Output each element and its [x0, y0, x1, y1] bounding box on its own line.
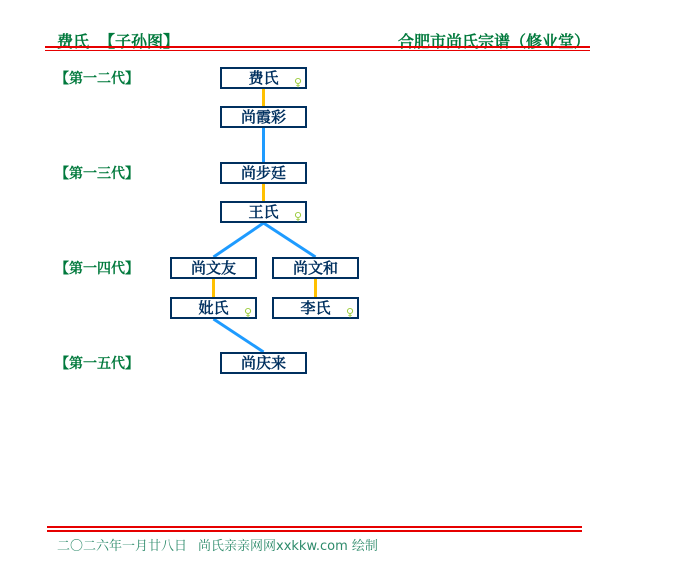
register-title: 合肥市尚氏宗谱（修业堂）	[397, 32, 590, 51]
person-box[interactable]	[220, 67, 307, 89]
footer-credit: 尚氏亲亲网网xxkkw.com 绘制	[198, 539, 378, 554]
person-name: 尚庆来	[240, 353, 286, 372]
person-box[interactable]	[170, 297, 257, 319]
generation-label-12: 【第一二代】	[55, 71, 139, 87]
person-box[interactable]	[272, 297, 359, 319]
person-box[interactable]	[272, 257, 359, 279]
person-box[interactable]	[170, 257, 257, 279]
header-divider-rule	[45, 46, 590, 51]
female-icon: ♀	[243, 306, 252, 319]
person-name: 王氏	[248, 202, 279, 221]
footer-date: 二〇二六年一月廿八日	[57, 539, 188, 554]
person-name: 妣氏	[198, 298, 229, 317]
person-name: 尚文友	[190, 258, 236, 277]
person-name: 费氏	[248, 68, 279, 87]
person-name: 尚霞彩	[240, 107, 286, 126]
generation-label-14: 【第一四代】	[55, 261, 139, 277]
person-box[interactable]	[220, 352, 307, 374]
female-icon: ♀	[293, 76, 302, 89]
person-box[interactable]	[220, 201, 307, 223]
footer-divider-rule	[47, 526, 582, 532]
person-name: 李氏	[300, 298, 331, 317]
person-name: 尚步廷	[240, 163, 286, 182]
person-box[interactable]	[220, 162, 307, 184]
generation-label-15: 【第一五代】	[55, 356, 139, 372]
female-icon: ♀	[293, 210, 302, 223]
chart-type-label: 【子孙图】	[99, 32, 180, 51]
generation-label-13: 【第一三代】	[55, 166, 139, 182]
person-name: 尚文和	[292, 258, 338, 277]
focus-person-name: 费氏	[57, 32, 90, 51]
person-box[interactable]	[220, 106, 307, 128]
child-connector-line	[214, 223, 264, 257]
child-connector-line	[264, 223, 316, 257]
child-connector-line	[214, 319, 264, 352]
female-icon: ♀	[345, 306, 354, 319]
